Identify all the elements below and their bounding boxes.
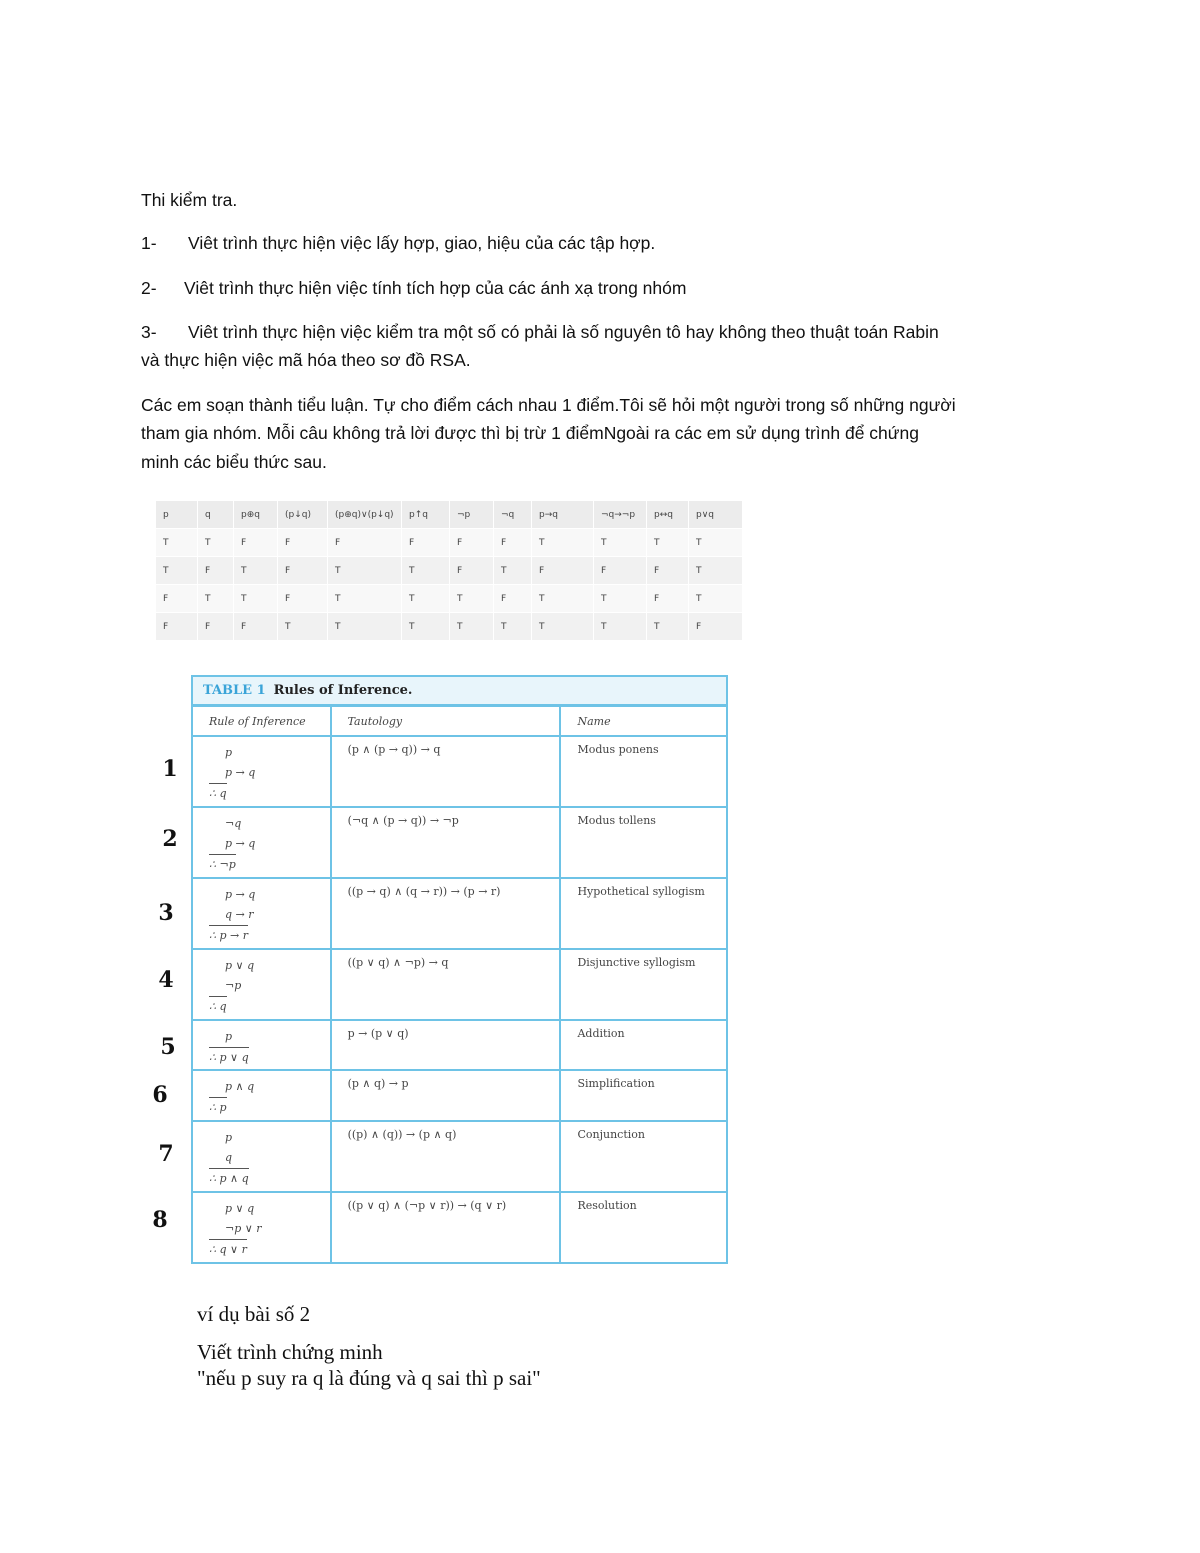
rule-number: 1 <box>162 756 178 782</box>
truth-cell: T <box>532 529 594 557</box>
rule-cell <box>192 1121 331 1192</box>
truth-cell: F <box>278 585 328 613</box>
truth-cell: F <box>234 529 278 557</box>
rule-name-cell: Hypothetical syllogism <box>560 878 727 949</box>
truth-cell: F <box>647 557 689 585</box>
truth-cell: T <box>198 529 234 557</box>
truth-cell: T <box>532 585 594 613</box>
rule-row <box>192 1121 727 1192</box>
truth-table-header-cell: (p↓q) <box>278 501 328 529</box>
task-item-3-continuation: và thực hiện việc mã hóa theo sơ đồ RSA. <box>141 350 471 370</box>
rule-name-cell: Addition <box>560 1020 727 1070</box>
rule-name-cell: Conjunction <box>560 1121 727 1192</box>
rules-of-inference-table <box>191 675 728 1264</box>
truth-cell: F <box>278 557 328 585</box>
task-text: Viêt trình thực hiện việc tính tích hợp của các ánh xạ trong nhóm <box>184 278 687 298</box>
rule-row <box>192 878 727 949</box>
truth-cell: F <box>647 585 689 613</box>
rules-header-cell: Rule of Inference <box>192 706 331 736</box>
truth-cell: T <box>328 613 402 641</box>
premise: p → q <box>225 837 256 850</box>
tautology-cell: ((p ∨ q) ∧ ¬p) → q <box>331 949 561 1020</box>
truth-table-header-cell: p↑q <box>402 501 450 529</box>
truth-cell: T <box>234 585 278 613</box>
rules-header-cell: Name <box>560 706 727 736</box>
rules-grid <box>191 705 728 1264</box>
premise: ¬p ∨ r <box>225 1222 262 1235</box>
task-item-1 <box>141 229 655 257</box>
truth-cell: T <box>198 585 234 613</box>
table-label: TABLE 1 <box>203 683 266 698</box>
truth-cell: T <box>156 557 198 585</box>
truth-table-header-cell: p↔q <box>647 501 689 529</box>
truth-table-header-cell: ¬p <box>450 501 494 529</box>
truth-cell: T <box>402 585 450 613</box>
premise: p ∨ q <box>225 959 255 972</box>
tautology-cell: p → (p ∨ q) <box>331 1020 561 1070</box>
truth-table <box>155 500 743 641</box>
rule-cell <box>192 1020 331 1070</box>
truth-table-header-cell: ¬q <box>494 501 532 529</box>
rule-number: 8 <box>152 1207 168 1233</box>
premise: p <box>225 746 233 759</box>
task-text: Viêt trình thực hiện việc lấy hợp, giao, hiệu của các tập hợp. <box>188 233 656 253</box>
truth-cell: T <box>494 557 532 585</box>
truth-table-row <box>156 613 743 641</box>
truth-cell: F <box>402 529 450 557</box>
tautology-cell: (p ∧ (p → q)) → q <box>331 736 561 807</box>
rule-number: 2 <box>162 826 178 852</box>
rule-name-cell: Disjunctive syllogism <box>560 949 727 1020</box>
truth-cell: T <box>450 585 494 613</box>
rule-cell <box>192 807 331 878</box>
truth-cell: T <box>328 585 402 613</box>
rules-header-row <box>192 706 727 736</box>
truth-cell: F <box>494 529 532 557</box>
truth-cell: F <box>450 529 494 557</box>
truth-cell: T <box>594 529 647 557</box>
conclusion: ∴ q <box>209 996 227 1017</box>
tautology-cell: ((p) ∧ (q)) → (p ∧ q) <box>331 1121 561 1192</box>
truth-cell: F <box>328 529 402 557</box>
truth-cell: T <box>494 613 532 641</box>
truth-cell: F <box>494 585 532 613</box>
table-name: Rules of Inference. <box>273 683 413 698</box>
rule-number: 7 <box>158 1141 174 1167</box>
premise: p <box>225 1030 233 1043</box>
conclusion: ∴ ¬p <box>209 854 236 875</box>
truth-cell: F <box>198 613 234 641</box>
task-number: 2- <box>141 278 157 298</box>
truth-table-header-cell: (p⊕q)∨(p↓q) <box>328 501 402 529</box>
rule-row <box>192 1192 727 1263</box>
truth-cell: F <box>156 613 198 641</box>
rule-number: 3 <box>158 900 174 926</box>
truth-table-header-cell: ¬q→¬p <box>594 501 647 529</box>
task-number: 1- <box>141 233 157 253</box>
rule-cell <box>192 736 331 807</box>
truth-cell: T <box>594 585 647 613</box>
truth-cell: T <box>450 613 494 641</box>
truth-cell: F <box>532 557 594 585</box>
truth-cell: T <box>594 613 647 641</box>
truth-cell: F <box>198 557 234 585</box>
premise: p ∨ q <box>225 1202 255 1215</box>
conclusion: ∴ p → r <box>209 925 248 946</box>
truth-cell: T <box>689 529 743 557</box>
rule-cell <box>192 1070 331 1121</box>
rule-cell <box>192 949 331 1020</box>
premise: ¬p <box>225 979 242 992</box>
rule-number: 6 <box>152 1082 168 1108</box>
rule-name-cell: Modus tollens <box>560 807 727 878</box>
truth-cell: T <box>647 613 689 641</box>
conclusion: ∴ p ∧ q <box>209 1168 249 1189</box>
premise: p ∧ q <box>225 1080 255 1093</box>
truth-table-header-cell: p⊕q <box>234 501 278 529</box>
rule-cell <box>192 878 331 949</box>
truth-cell: T <box>402 557 450 585</box>
conclusion: ∴ q ∨ r <box>209 1239 247 1260</box>
truth-cell: T <box>278 613 328 641</box>
example-line-1: Viết trình chứng minh <box>197 1340 383 1364</box>
rule-name-cell: Simplification <box>560 1070 727 1121</box>
truth-table-header-cell: p∨q <box>689 501 743 529</box>
conclusion: ∴ p <box>209 1097 227 1118</box>
rule-cell <box>192 1192 331 1263</box>
instruction-line-1: Các em soạn thành tiểu luận. Tự cho điểm cách nhau 1 điểm.Tôi sẽ hỏi một người trong số những người <box>141 395 956 415</box>
tautology-cell: ((p → q) ∧ (q → r)) → (p → r) <box>331 878 561 949</box>
task-number: 3- <box>141 322 157 342</box>
truth-cell: F <box>278 529 328 557</box>
rule-number: 5 <box>160 1034 176 1060</box>
truth-table-header-cell: q <box>198 501 234 529</box>
tautology-cell: (p ∧ q) → p <box>331 1070 561 1121</box>
rule-row <box>192 949 727 1020</box>
task-item-2 <box>141 274 686 302</box>
premise: p → q <box>225 888 256 901</box>
example-line-2: "nếu p suy ra q là đúng và q sai thì p sai" <box>197 1366 541 1390</box>
premise: p → q <box>225 766 256 779</box>
truth-cell: T <box>156 529 198 557</box>
truth-cell: F <box>689 613 743 641</box>
rule-row <box>192 1020 727 1070</box>
truth-cell: T <box>689 585 743 613</box>
instruction-line-2: tham gia nhóm. Mỗi câu không trả lời được thì bị trừ 1 điểmNgoài ra các em sử dụng trình để chứng <box>141 423 919 443</box>
rule-row <box>192 807 727 878</box>
truth-table-row <box>156 529 743 557</box>
truth-cell: F <box>450 557 494 585</box>
task-item-3 <box>141 318 939 346</box>
tautology-cell: (¬q ∧ (p → q)) → ¬p <box>331 807 561 878</box>
task-text: Viêt trình thực hiện việc kiểm tra một số có phải là số nguyên tô hay không theo thuật toán Rabin <box>188 322 939 342</box>
example-heading: ví dụ bài số 2 <box>197 1302 311 1326</box>
truth-table-row <box>156 585 743 613</box>
rule-name-cell: Resolution <box>560 1192 727 1263</box>
tautology-cell: ((p ∨ q) ∧ (¬p ∨ r)) → (q ∨ r) <box>331 1192 561 1263</box>
premise: ¬q <box>225 817 242 830</box>
truth-table-header-cell: p <box>156 501 198 529</box>
truth-cell: F <box>156 585 198 613</box>
table-title <box>191 675 728 705</box>
truth-cell: T <box>689 557 743 585</box>
conclusion: ∴ p ∨ q <box>209 1047 249 1068</box>
truth-cell: T <box>402 613 450 641</box>
premise: q <box>225 1151 233 1164</box>
rules-header-cell: Tautology <box>331 706 561 736</box>
truth-table-row <box>156 557 743 585</box>
rule-row <box>192 736 727 807</box>
truth-cell: T <box>532 613 594 641</box>
truth-cell: T <box>647 529 689 557</box>
truth-table-header-cell: p→q <box>532 501 594 529</box>
rule-row <box>192 1070 727 1121</box>
truth-cell: F <box>234 613 278 641</box>
instruction-line-3: minh các biểu thức sau. <box>141 452 327 472</box>
truth-cell: T <box>328 557 402 585</box>
truth-table-header <box>156 501 743 529</box>
premise: p <box>225 1131 233 1144</box>
truth-cell: T <box>234 557 278 585</box>
rule-number: 4 <box>158 967 174 993</box>
rule-name-cell: Modus ponens <box>560 736 727 807</box>
conclusion: ∴ q <box>209 783 227 804</box>
exam-title: Thi kiểm tra. <box>141 190 238 210</box>
truth-cell: F <box>594 557 647 585</box>
premise: q → r <box>225 908 254 921</box>
